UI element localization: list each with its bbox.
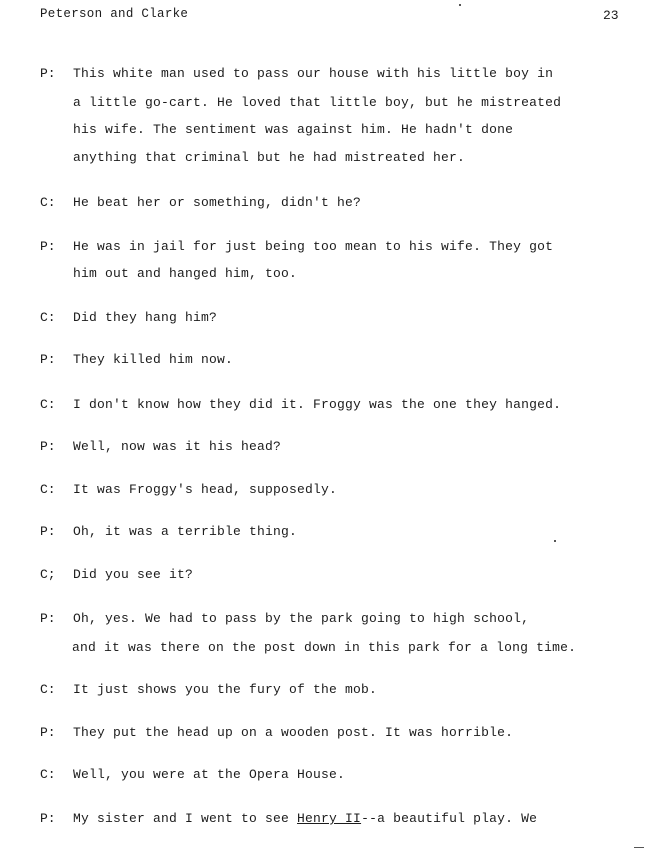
dialogue-line: anything that criminal but he had mistreated her.: [73, 150, 466, 165]
speaker-label: C:: [40, 310, 56, 325]
dialogue-line: a little go-cart. He loved that little boy, but he mistreated: [73, 95, 562, 110]
dialogue-line: This white man used to pass our house with his little boy in: [73, 66, 554, 81]
dialogue-line: He beat her or something, didn't he?: [73, 195, 362, 210]
play-title: Henry II: [297, 811, 362, 826]
dialogue-text: My sister and I went to see: [73, 811, 298, 826]
dialogue-line: Did they hang him?: [73, 310, 218, 325]
speaker-label: P:: [40, 352, 56, 367]
speaker-label: C;: [40, 567, 56, 582]
speaker-label: P:: [40, 611, 56, 626]
dialogue-line: and it was there on the post down in this park for a long time.: [72, 640, 577, 655]
page-number: 23: [603, 8, 619, 23]
scan-speck: [634, 847, 644, 848]
speaker-label: P:: [40, 239, 56, 254]
dialogue-line: Oh, it was a terrible thing.: [73, 524, 298, 539]
dialogue-line: It was Froggy's head, supposedly.: [73, 482, 338, 497]
running-header-authors: Peterson and Clarke: [40, 7, 189, 21]
dialogue-line: It just shows you the fury of the mob.: [73, 682, 378, 697]
dialogue-line: I don't know how they did it. Froggy was the one they hanged.: [73, 397, 562, 412]
dialogue-text: --a beautiful play. We: [361, 811, 538, 826]
dialogue-line: Well, now was it his head?: [73, 439, 282, 454]
dialogue-line: his wife. The sentiment was against him. He hadn't done: [73, 122, 514, 137]
speaker-label: P:: [40, 524, 56, 539]
dialogue-line: Did you see it?: [73, 567, 194, 582]
speaker-label: P:: [40, 725, 56, 740]
dialogue-line: Well, you were at the Opera House.: [73, 767, 346, 782]
speaker-label: P:: [40, 439, 56, 454]
scan-speck: [459, 4, 461, 6]
speaker-label: C:: [40, 397, 56, 412]
dialogue-line: They put the head up on a wooden post. It was horrible.: [73, 725, 514, 740]
dialogue-line: [73, 811, 537, 826]
speaker-label: C:: [40, 682, 56, 697]
dialogue-line: Oh, yes. We had to pass by the park going to high school,: [73, 611, 530, 626]
scan-speck: [554, 540, 556, 542]
speaker-label: C:: [40, 195, 56, 210]
dialogue-line: He was in jail for just being too mean to his wife. They got: [73, 239, 554, 254]
speaker-label: C:: [40, 482, 56, 497]
speaker-label: P:: [40, 811, 56, 826]
dialogue-line: They killed him now.: [73, 352, 234, 367]
speaker-label: P:: [40, 66, 56, 81]
speaker-label: C:: [40, 767, 56, 782]
dialogue-line: him out and hanged him, too.: [73, 266, 298, 281]
